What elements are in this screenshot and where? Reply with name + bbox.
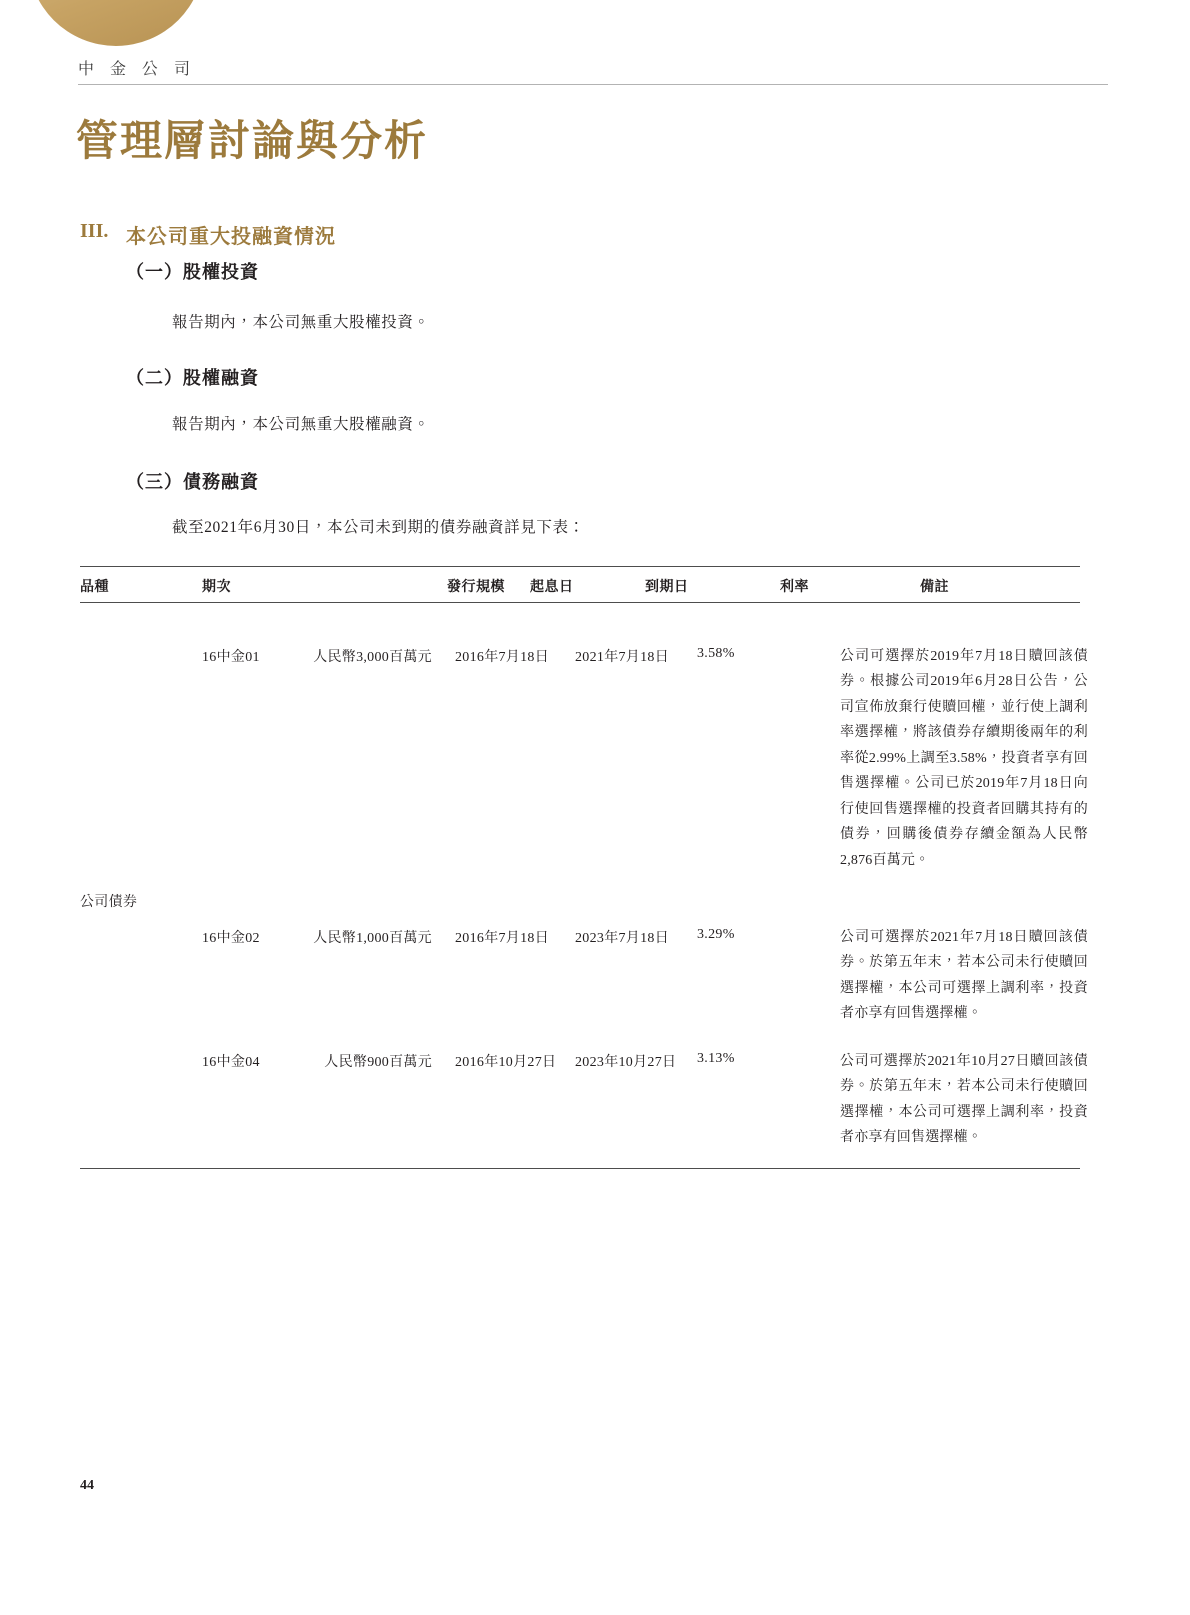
table-row: 2023年7月18日 [575, 931, 669, 946]
table-bottom-rule [80, 1168, 1080, 1169]
column-header-size: 發行規模 [447, 580, 505, 595]
company-brand: 中 金 公 司 [78, 61, 197, 78]
decorative-arc [28, 0, 204, 46]
header-divider [78, 84, 1108, 85]
column-header-kind: 品種 [80, 580, 109, 595]
table-row: 3.58% [697, 646, 735, 661]
table-row: 2021年7月18日 [575, 650, 669, 665]
table-row: 人民幣3,000百萬元 [313, 650, 432, 665]
section-title: 本公司重大投融資情況 [126, 226, 336, 248]
subsection-heading-1: （一）股權投資 [126, 262, 259, 282]
page-title: 管理層討論與分析 [76, 119, 429, 165]
table-row: 3.13% [697, 1051, 735, 1066]
table-header-rule [80, 602, 1080, 603]
row-group-label: 公司債券 [80, 895, 138, 910]
table-row: 16中金04 [202, 1055, 260, 1070]
subsection-body-1: 報告期內，本公司無重大股權投資。 [172, 314, 430, 331]
subsection-body-2: 報告期內，本公司無重大股權融資。 [172, 416, 430, 433]
table-row: 人民幣900百萬元 [324, 1055, 432, 1070]
table-row: 2016年7月18日 [455, 650, 549, 665]
subsection-body-3: 截至2021年6月30日，本公司未到期的債券融資詳見下表： [172, 519, 585, 536]
table-row: 3.29% [697, 927, 735, 942]
column-header-end-date: 到期日 [645, 580, 689, 595]
table-row: 2023年10月27日 [575, 1055, 677, 1070]
table-row: 2016年10月27日 [455, 1055, 557, 1070]
subsection-heading-2: （二）股權融資 [126, 368, 259, 388]
table-row: 公司可選擇於2019年7月18日贖回該債券。根據公司2019年6月28日公告，公司宣佈放棄行使贖回權，並行使上調利率選擇權，將該債券存續期後兩年的利率從2.99%上調至3.58%，投資者享有回售選擇權。公司已於2019年7月18日向行使回售選擇權的投資者回購其持有的債券，回購後債券存續金額為人民幣2,876百萬元。 [840, 649, 1088, 868]
table-row: 公司可選擇於2021年7月18日贖回該債券。於第五年末，若本公司未行使贖回選擇權，本公司可選擇上調利率，投資者亦享有回售選擇權。 [840, 930, 1088, 1022]
table-row: 人民幣1,000百萬元 [313, 931, 432, 946]
table-row: 16中金01 [202, 650, 260, 665]
column-header-start-date: 起息日 [530, 580, 574, 595]
table-row: 2016年7月18日 [455, 931, 549, 946]
column-header-tranche: 期次 [202, 580, 231, 595]
column-header-rate: 利率 [780, 580, 809, 595]
page-number: 44 [80, 1478, 94, 1493]
decorative-block [204, 0, 256, 46]
subsection-heading-3: （三）債務融資 [126, 472, 259, 492]
table-top-rule [80, 566, 1080, 567]
table-row: 公司可選擇於2021年10月27日贖回該債券。於第五年末，若本公司未行使贖回選擇權，本公司可選擇上調利率，投資者亦享有回售選擇權。 [840, 1054, 1088, 1146]
column-header-remark: 備註 [920, 580, 949, 595]
table-row: 16中金02 [202, 931, 260, 946]
section-number: III. [80, 220, 109, 242]
